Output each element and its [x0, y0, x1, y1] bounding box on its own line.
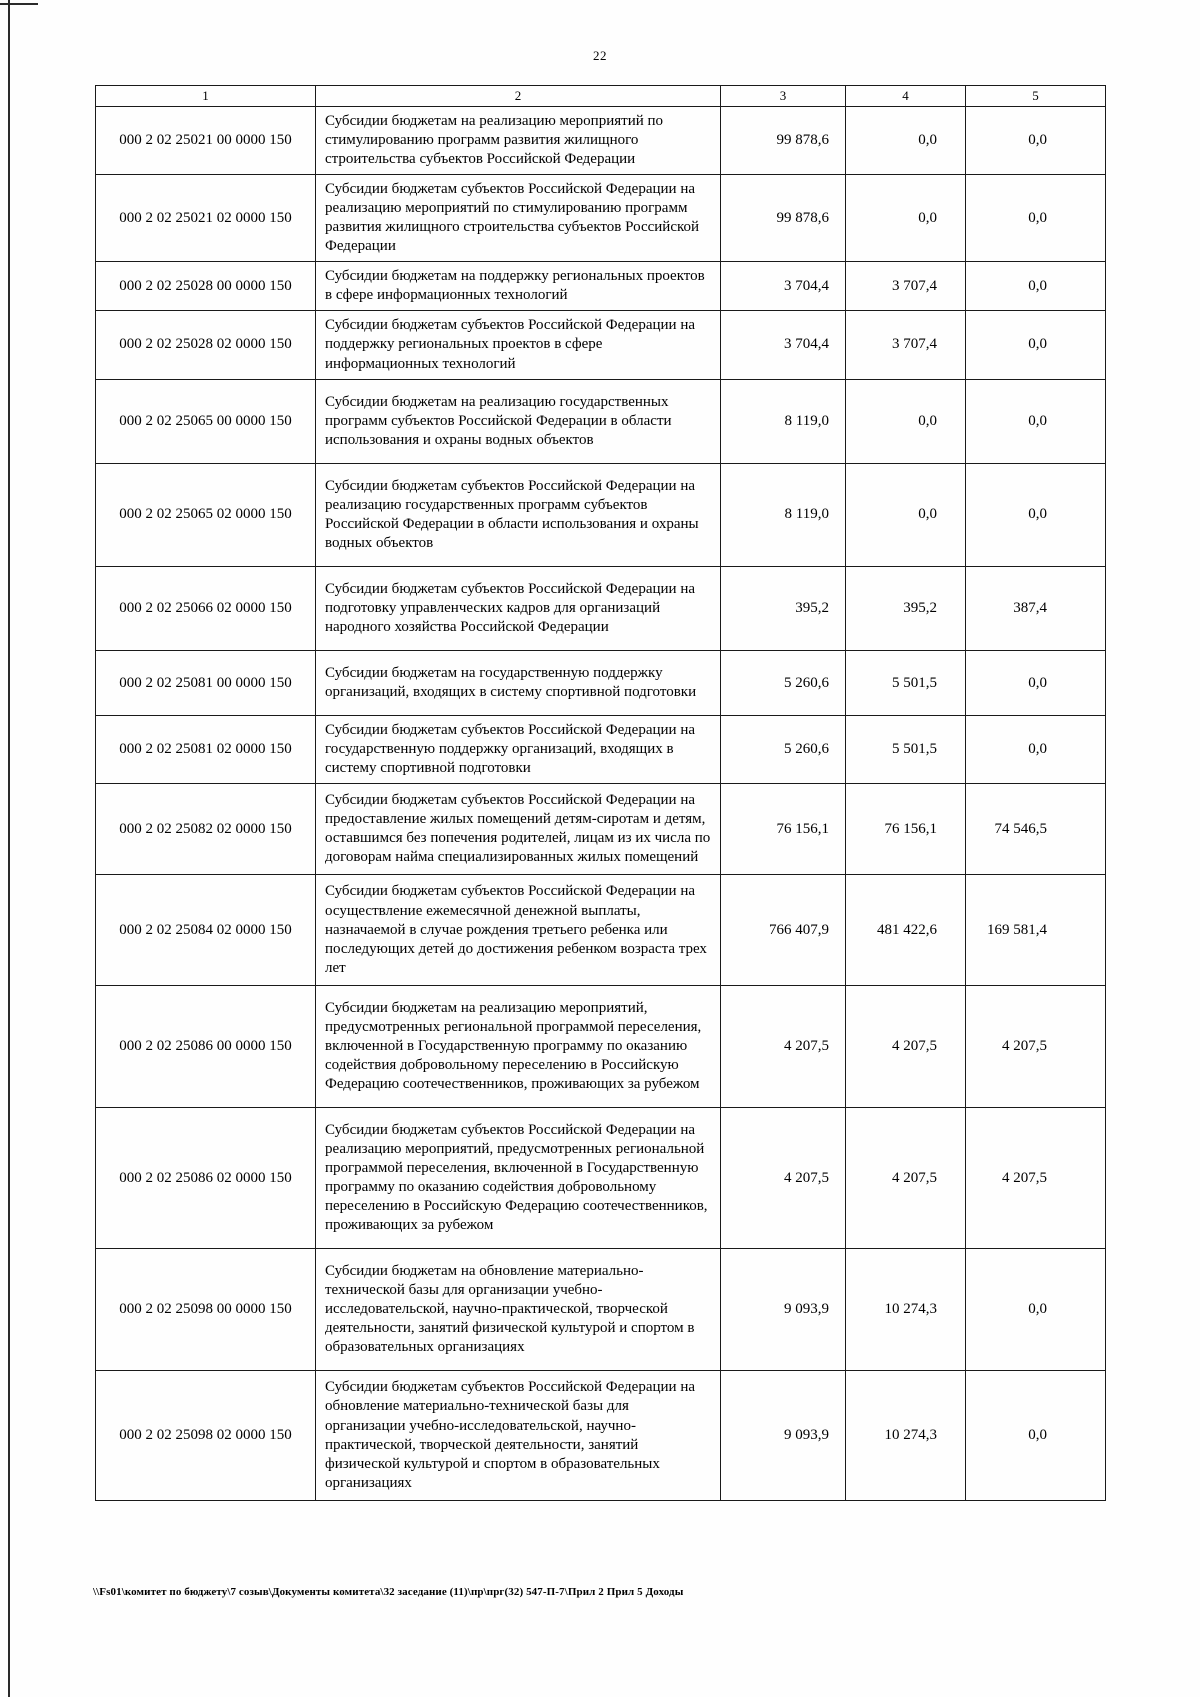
- amount-cell: 9 093,9: [721, 1249, 846, 1371]
- amount-cell: 8 119,0: [721, 379, 846, 463]
- scan-artifact-top-rule: [0, 3, 38, 5]
- amount-cell: 0,0: [966, 651, 1106, 716]
- budget-table: [95, 85, 1106, 1501]
- code-cell: 000 2 02 25065 00 0000 150: [96, 379, 316, 463]
- column-header: 5: [966, 86, 1106, 107]
- table-row: [96, 262, 1106, 311]
- code-cell: 000 2 02 25084 02 0000 150: [96, 875, 316, 985]
- description-cell: Субсидии бюджетам на реализацию мероприятий, предусмотренных региональной программой переселения, включенной в Государственную программу по оказанию содействия добровольному переселению в Российскую Федерацию соотечественников, проживающих за рубежом: [316, 985, 721, 1107]
- amount-cell: 0,0: [966, 1371, 1106, 1500]
- amount-cell: 395,2: [721, 566, 846, 650]
- amount-cell: 4 207,5: [966, 1107, 1106, 1248]
- column-header: 2: [316, 86, 721, 107]
- amount-cell: 766 407,9: [721, 875, 846, 985]
- table-row: [96, 651, 1106, 716]
- description-cell: Субсидии бюджетам субъектов Российской Федерации на подготовку управленческих кадров для организаций народного хозяйства Российской Федерации: [316, 566, 721, 650]
- amount-cell: 3 704,4: [721, 262, 846, 311]
- table-row: [96, 107, 1106, 175]
- amount-cell: 3 704,4: [721, 311, 846, 379]
- amount-cell: 5 501,5: [846, 651, 966, 716]
- amount-cell: 0,0: [966, 262, 1106, 311]
- amount-cell: 4 207,5: [846, 985, 966, 1107]
- amount-cell: 5 501,5: [846, 716, 966, 784]
- amount-cell: 76 156,1: [846, 784, 966, 875]
- amount-cell: 99 878,6: [721, 175, 846, 262]
- amount-cell: 169 581,4: [966, 875, 1106, 985]
- code-cell: 000 2 02 25065 02 0000 150: [96, 463, 316, 566]
- amount-cell: 4 207,5: [721, 1107, 846, 1248]
- table-row: [96, 463, 1106, 566]
- table-header-row: [96, 86, 1106, 107]
- table-row: [96, 566, 1106, 650]
- code-cell: 000 2 02 25086 00 0000 150: [96, 985, 316, 1107]
- code-cell: 000 2 02 25066 02 0000 150: [96, 566, 316, 650]
- code-cell: 000 2 02 25081 00 0000 150: [96, 651, 316, 716]
- amount-cell: 8 119,0: [721, 463, 846, 566]
- description-cell: Субсидии бюджетам на обновление материально-технической базы для организации учебно-исследовательской, научно-практической, творческой деятельности, занятий физической культурой и спортом в образовательных организациях: [316, 1249, 721, 1371]
- amount-cell: 387,4: [966, 566, 1106, 650]
- code-cell: 000 2 02 25021 02 0000 150: [96, 175, 316, 262]
- table-row: [96, 784, 1106, 875]
- table-row: [96, 1249, 1106, 1371]
- code-cell: 000 2 02 25081 02 0000 150: [96, 716, 316, 784]
- description-cell: Субсидии бюджетам на реализацию государственных программ субъектов Российской Федерации в области использования и охраны водных объектов: [316, 379, 721, 463]
- description-cell: Субсидии бюджетам на государственную поддержку организаций, входящих в систему спортивной подготовки: [316, 651, 721, 716]
- amount-cell: 9 093,9: [721, 1371, 846, 1500]
- table-row: [96, 1107, 1106, 1248]
- amount-cell: 0,0: [966, 311, 1106, 379]
- footer-file-path: \\Fs01\комитет по бюджету\7 созыв\Документы комитета\32 заседание (11)\пр\прг(32) 547-П-7\Прил 2 Прил 5 Доходы: [93, 1586, 684, 1598]
- amount-cell: 4 207,5: [721, 985, 846, 1107]
- table-row: [96, 875, 1106, 985]
- code-cell: 000 2 02 25098 02 0000 150: [96, 1371, 316, 1500]
- description-cell: Субсидии бюджетам субъектов Российской Федерации на государственную поддержку организаций, входящих в систему спортивной подготовки: [316, 716, 721, 784]
- amount-cell: 99 878,6: [721, 107, 846, 175]
- amount-cell: 0,0: [966, 107, 1106, 175]
- code-cell: 000 2 02 25028 00 0000 150: [96, 262, 316, 311]
- amount-cell: 76 156,1: [721, 784, 846, 875]
- table-row: [96, 716, 1106, 784]
- description-cell: Субсидии бюджетам субъектов Российской Федерации на предоставление жилых помещений детям-сиротам и детям, оставшимся без попечения родителей, лицам из их числа по договорам найма специализированных жилых помещений: [316, 784, 721, 875]
- description-cell: Субсидии бюджетам субъектов Российской Федерации на обновление материально-технической базы для организации учебно-исследовательской, научно-практической, творческой деятельности, занятий физической культурой и спортом в образовательных организациях: [316, 1371, 721, 1500]
- code-cell: 000 2 02 25086 02 0000 150: [96, 1107, 316, 1248]
- table-row: [96, 379, 1106, 463]
- table-body: [96, 107, 1106, 1501]
- table-row: [96, 1371, 1106, 1500]
- amount-cell: 3 707,4: [846, 262, 966, 311]
- column-header: 3: [721, 86, 846, 107]
- code-cell: 000 2 02 25098 00 0000 150: [96, 1249, 316, 1371]
- amount-cell: 4 207,5: [846, 1107, 966, 1248]
- scan-artifact-left-rule: [8, 0, 10, 1697]
- description-cell: Субсидии бюджетам на реализацию мероприятий по стимулированию программ развития жилищного строительства субъектов Российской Федерации: [316, 107, 721, 175]
- description-cell: Субсидии бюджетам на поддержку региональных проектов в сфере информационных технологий: [316, 262, 721, 311]
- description-cell: Субсидии бюджетам субъектов Российской Федерации на осуществление ежемесячной денежной выплаты, назначаемой в случае рождения третьего ребенка или последующих детей до достижения ребенком возраста трех лет: [316, 875, 721, 985]
- code-cell: 000 2 02 25021 00 0000 150: [96, 107, 316, 175]
- amount-cell: 10 274,3: [846, 1249, 966, 1371]
- amount-cell: 0,0: [966, 463, 1106, 566]
- amount-cell: 0,0: [966, 379, 1106, 463]
- description-cell: Субсидии бюджетам субъектов Российской Федерации на реализацию мероприятий по стимулированию программ развития жилищного строительства субъектов Российской Федерации: [316, 175, 721, 262]
- code-cell: 000 2 02 25028 02 0000 150: [96, 311, 316, 379]
- description-cell: Субсидии бюджетам субъектов Российской Федерации на реализацию мероприятий, предусмотренных региональной программой переселения, включенной в Государственную программу по оказанию содействия добровольному переселению в Российскую Федерацию соотечественников, проживающих за рубежом: [316, 1107, 721, 1248]
- amount-cell: 4 207,5: [966, 985, 1106, 1107]
- code-cell: 000 2 02 25082 02 0000 150: [96, 784, 316, 875]
- amount-cell: 0,0: [966, 716, 1106, 784]
- amount-cell: 0,0: [846, 107, 966, 175]
- amount-cell: 5 260,6: [721, 651, 846, 716]
- amount-cell: 0,0: [846, 463, 966, 566]
- amount-cell: 0,0: [846, 175, 966, 262]
- amount-cell: 3 707,4: [846, 311, 966, 379]
- description-cell: Субсидии бюджетам субъектов Российской Федерации на реализацию государственных программ субъектов Российской Федерации в области использования и охраны водных объектов: [316, 463, 721, 566]
- amount-cell: 74 546,5: [966, 784, 1106, 875]
- column-header: 1: [96, 86, 316, 107]
- amount-cell: 481 422,6: [846, 875, 966, 985]
- amount-cell: 0,0: [966, 1249, 1106, 1371]
- amount-cell: 0,0: [846, 379, 966, 463]
- amount-cell: 10 274,3: [846, 1371, 966, 1500]
- table-row: [96, 311, 1106, 379]
- table-row: [96, 985, 1106, 1107]
- amount-cell: 0,0: [966, 175, 1106, 262]
- amount-cell: 5 260,6: [721, 716, 846, 784]
- description-cell: Субсидии бюджетам субъектов Российской Федерации на поддержку региональных проектов в сфере информационных технологий: [316, 311, 721, 379]
- page-number: 22: [593, 48, 607, 63]
- column-header: 4: [846, 86, 966, 107]
- amount-cell: 395,2: [846, 566, 966, 650]
- table-row: [96, 175, 1106, 262]
